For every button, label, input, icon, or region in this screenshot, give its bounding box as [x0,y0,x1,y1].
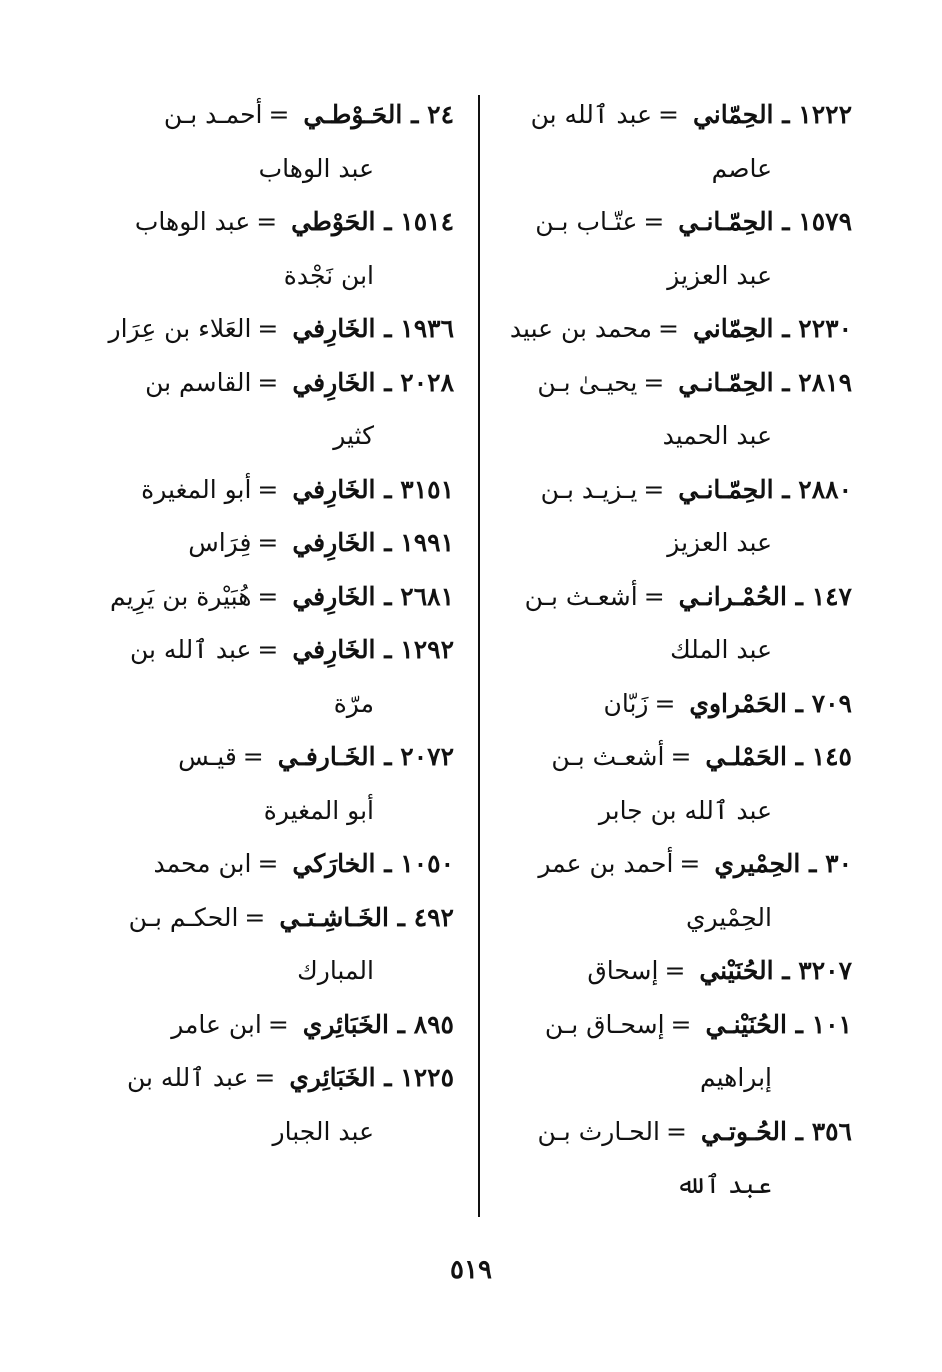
entry-heading [679,582,852,611]
entry-heading [693,100,852,129]
entry-number: ٣١٥١ [400,474,454,504]
entry-separator: ـ [384,742,392,771]
entry-number: ٢٨١٩ [798,367,852,397]
entry-name: يـزيـد بـن [540,474,638,504]
entry-heading [678,475,852,504]
entry-number: ٣٢٠٧ [798,956,852,985]
entry-number: ٣٥٦ [811,1116,852,1146]
entry-name: العَلاء بن عِرَار [108,314,252,343]
entry-nisba: الخَارِفي [292,635,376,664]
entry-heading [699,956,852,985]
index-entry [84,88,454,195]
entry-number: ١٠١ [811,1009,852,1039]
entry-heading [291,207,454,236]
entry-nisba: الحَـوْطـي [303,100,403,129]
right-column [482,88,852,1212]
index-entry [84,195,454,302]
entry-name: أشعـث بـن [551,742,665,771]
entry-heading [714,849,852,878]
entry-heading [279,903,454,932]
entry-nisba: الحِمّـانـي [678,367,774,397]
entry-name: عتّـاب بـن [535,207,638,236]
entry-equals: = [658,100,679,129]
entry-separator: ـ [782,367,790,397]
entry-separator: ـ [795,742,803,771]
entry-separator: ـ [795,1116,803,1146]
entry-continuation: أبو المغيرة [263,795,374,825]
entry-heading [278,742,454,771]
entry-heading [292,582,454,611]
entry-separator: ـ [809,849,817,878]
entry-continuation: كثير [333,421,374,450]
entry-nisba: الحِمّـانـي [678,207,774,236]
entry-name: إسحاق [587,956,659,985]
entry-name: أبو المغيرة [141,474,252,504]
entry-equals: = [679,849,701,878]
entry-nisba: الخارَكي [292,849,376,878]
entry-separator: ـ [384,849,392,878]
entry-equals: = [658,314,679,343]
entry-separator: ـ [384,207,392,236]
entry-heading [705,742,852,771]
entry-heading [678,368,852,397]
entry-separator: ـ [782,314,790,343]
entry-name: فِرَاس [188,528,252,557]
index-entry [84,516,454,570]
entry-nisba: الحَمْلـي [705,742,787,771]
index-entry [482,730,852,837]
entry-heading [292,635,454,664]
left-column [84,88,454,1158]
entry-nisba: الخَبَائِري [302,1009,389,1039]
entry-nisba: الخَارِفي [292,528,376,557]
entry-number: ١٥١٤ [400,207,454,236]
entry-heading [292,314,454,343]
index-entry [482,677,852,731]
entry-number: ٣٠ [825,849,852,878]
entry-equals: = [267,1009,289,1039]
entry-continuation: إبراهيم [699,1063,772,1092]
entry-heading [705,1010,852,1039]
entry-continuation: عبد ٱلله بن جابر [598,795,772,825]
entry-number: ١٠٥٠ [400,849,454,878]
entry-nisba: الحَوْطي [291,207,376,236]
index-entry [482,944,852,998]
index-entry [482,88,852,195]
entry-separator: ـ [397,1009,405,1039]
index-entry [84,302,454,356]
index-entry [482,195,852,302]
entry-separator: ـ [384,635,392,664]
entry-number: ١٤٥ [811,742,852,771]
index-entry [84,570,454,624]
entry-continuation: عبد ٱلله [676,1170,772,1199]
entry-separator: ـ [782,207,790,236]
entry-nisba: الحَمْراوي [689,688,787,718]
entry-equals: = [242,742,264,771]
index-entry [482,570,852,677]
entry-separator: ـ [397,902,405,932]
index-entry [84,1051,454,1158]
entry-continuation: عبد الملك [670,635,772,664]
index-entry [482,837,852,944]
entry-name: عبد ٱلله بن [530,100,653,129]
entry-heading [701,1117,852,1146]
entry-equals: = [665,1116,687,1146]
entry-equals: = [643,581,665,611]
entry-number: ٢٠٢٨ [400,367,454,397]
entry-equals: = [254,1063,276,1092]
entry-separator: ـ [782,100,790,129]
entry-separator: ـ [795,688,803,718]
entry-equals: = [257,367,279,397]
entry-separator: ـ [782,956,790,985]
entry-equals: = [643,367,665,397]
entry-equals: = [670,1009,692,1039]
entry-name: أشعـث بـن [524,581,638,611]
entry-name: أحمـد بـن [163,100,263,129]
entry-equals: = [257,635,279,664]
entry-heading [292,528,454,557]
entry-name: قيـس [178,742,237,771]
entry-separator: ـ [384,1063,392,1092]
entry-nisba: الحُمْـرانـي [678,581,787,611]
entry-continuation: الحِمْيري [685,902,772,932]
entry-nisba: الخَارِفي [292,314,376,343]
entry-name: عبد ٱلله بن [130,635,252,664]
entry-name: أحمد بن عمر [538,849,674,878]
entry-name: محمد بن عبيد [509,314,653,343]
entry-nisba: الحِمّـانـي [678,474,774,504]
entry-equals: = [244,902,266,932]
entry-number: ١٢٢٥ [400,1063,454,1092]
entry-name: الحكـم بـن [128,902,239,932]
entry-number: ٢٠٧٢ [400,742,454,771]
entry-name: عبد الوهاب [134,207,251,236]
entry-nisba: الخَارِفي [292,581,376,611]
entry-equals: = [664,956,686,985]
entry-separator: ـ [384,581,392,611]
entry-equals: = [257,528,279,557]
entry-equals: = [670,742,692,771]
index-entry [84,837,454,891]
entry-nisba: الحُـوتـي [700,1116,787,1146]
entry-heading [303,1010,454,1039]
entry-separator: ـ [782,474,790,504]
index-entry [84,730,454,837]
index-entry [482,998,852,1105]
entry-equals: = [257,849,279,878]
entry-separator: ـ [795,1009,803,1039]
entry-equals: = [257,474,279,504]
index-entry [482,356,852,463]
entry-name: الحـارث بـن [537,1116,660,1146]
entry-separator: ـ [411,100,419,129]
entry-name: هُبَيْرة بن يَرِيم [110,581,252,611]
entry-number: ٢٨٨٠ [798,474,852,504]
entry-continuation: المبارك [297,956,374,985]
entry-number: ٢٤ [427,100,454,129]
entry-continuation: عبد الحميد [662,421,772,450]
entry-equals: = [268,100,290,129]
entry-heading [289,1063,454,1092]
entry-heading [678,207,852,236]
entry-name: إسحـاق بـن [544,1009,665,1039]
entry-nisba: الحُنَيْنـي [705,1009,787,1039]
entry-heading [689,689,852,718]
entry-number: ١٩٣٦ [400,314,454,343]
entry-nisba: الخَـارفـي [277,742,376,771]
index-entry [84,356,454,463]
entry-separator: ـ [384,314,392,343]
entry-number: ١٥٧٩ [798,207,852,236]
index-entry [84,463,454,517]
entry-equals: = [654,688,676,718]
entry-continuation: ابن نَجْدة [283,260,374,290]
entry-equals: = [257,581,279,611]
entry-separator: ـ [384,474,392,504]
entry-number: ١٢٩٢ [400,635,454,664]
entry-number: ٢٢٣٠ [798,314,852,343]
entry-heading [303,100,454,129]
index-entry [482,463,852,570]
entry-continuation: عبد العزيز [667,528,772,557]
entry-equals: = [643,207,665,236]
entry-name: ابن عامر [171,1009,262,1039]
entry-name: القاسم بن [145,367,252,397]
entry-number: ٢٦٨١ [400,581,454,611]
entry-name: عبد ٱلله بن [127,1063,249,1092]
entry-nisba: الحُنَيْني [699,956,774,985]
entry-continuation: عاصم [711,153,772,183]
entry-equals: = [643,474,665,504]
entry-nisba: الخَارِفي [292,367,376,397]
entry-separator: ـ [384,528,392,557]
index-entry [84,998,454,1052]
entry-continuation: مرّة [333,688,374,718]
entry-continuation: عبد الجبار [272,1116,374,1146]
index-entry [482,302,852,356]
entry-nisba: الخَـاشِـتـي [279,902,389,932]
index-entry [482,1105,852,1212]
entry-heading [292,368,454,397]
index-entry [84,623,454,730]
entry-continuation: عبد العزيز [667,260,772,290]
index-entry [84,891,454,998]
entry-heading [292,475,454,504]
entry-nisba: الخَبَائِري [289,1063,376,1092]
entry-separator: ـ [384,367,392,397]
entry-separator: ـ [795,581,803,611]
entry-name: ابن محمد [153,849,252,878]
entry-nisba: الحِمْيري [714,849,801,878]
entry-number: ١٩٩١ [400,528,454,557]
entry-continuation: عبد الوهاب [258,153,374,183]
entry-number: ١٢٢٢ [798,100,852,129]
page-number: ٥١٩ [450,1255,492,1285]
entry-nisba: الخَارِفي [292,474,376,504]
entry-number: ٤٩٢ [413,902,454,932]
entry-number: ١٤٧ [811,581,852,611]
column-divider [478,95,480,1217]
entry-number: ٨٩٥ [413,1009,454,1039]
entry-name: يحيـىٰ بـن [537,367,638,397]
entry-heading [693,314,852,343]
entry-nisba: الحِمّاني [692,100,774,129]
entry-equals: = [257,314,279,343]
entry-equals: = [256,207,278,236]
entry-heading [292,849,454,878]
entry-number: ٧٠٩ [811,688,852,718]
entry-nisba: الحِمّاني [692,314,774,343]
entry-name: زَبّان [603,688,649,718]
